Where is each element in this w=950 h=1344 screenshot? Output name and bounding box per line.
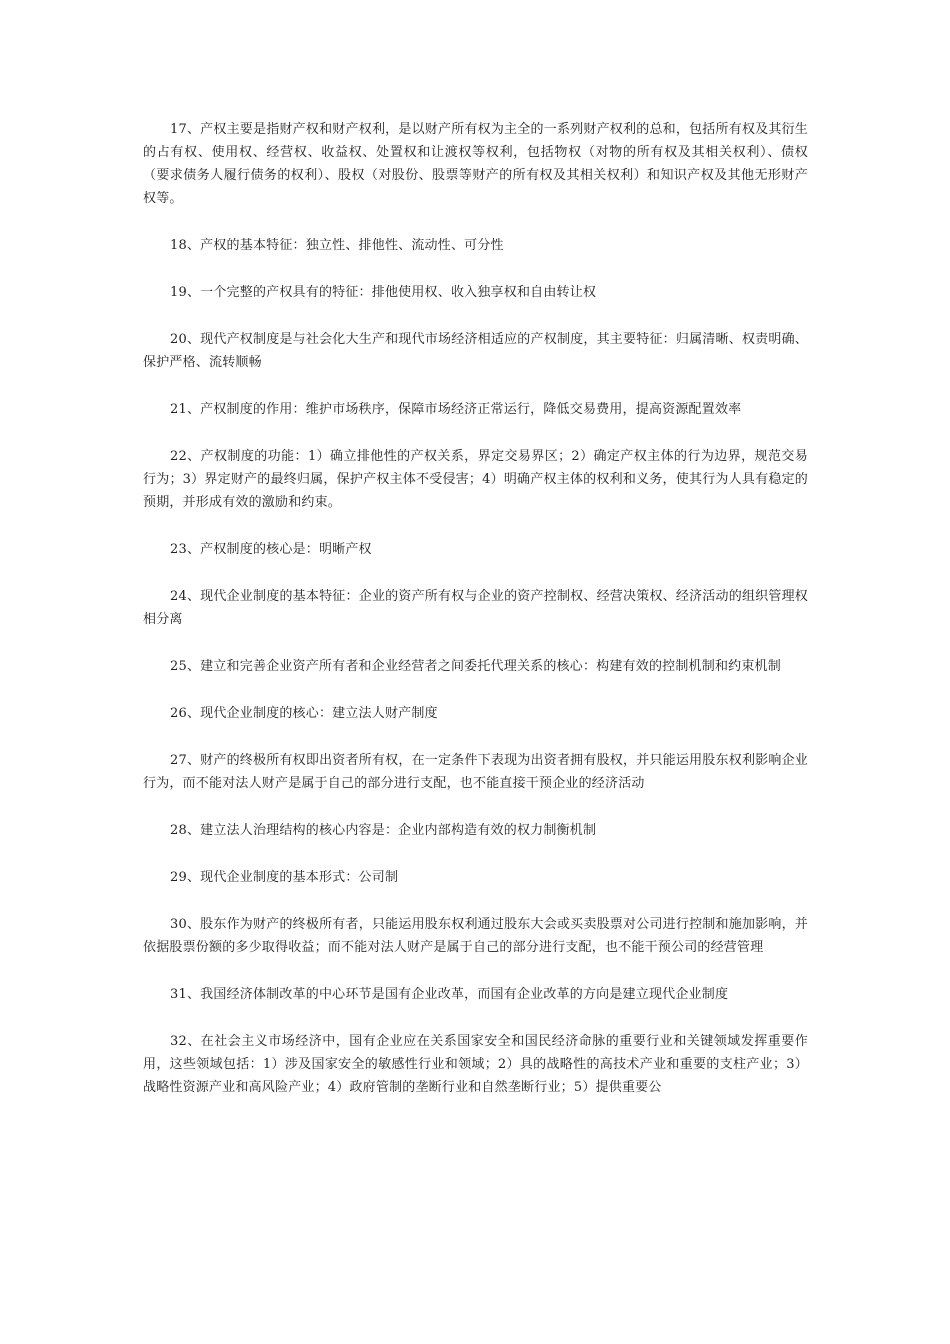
paragraph-22: 22、产权制度的功能：1）确立排他性的产权关系，界定交易界区；2）确定产权主体的行为边界，规范交易行为；3）界定财产的最终归属，保护产权主体不受侵害；4）明确产权主体的权利和义务，使其行为人具有稳定的预期，并形成有效的激励和约束。 <box>143 449 808 510</box>
paragraph-29: 29、现代企业制度的基本形式：公司制 <box>170 870 399 885</box>
paragraph-24: 24、现代企业制度的基本特征：企业的资产所有权与企业的资产控制权、经营决策权、经济活动的组织管理权相分离 <box>143 589 808 627</box>
paragraph-17: 17、产权主要是指财产权和财产权利，是以财产所有权为主全的一系列财产权利的总和，包括所有权及其衍生的占有权、使用权、经营权、收益权、处置权和让渡权等权利，包括物权（对物的所有权及其相关权利）、债权（要求债务人履行债务的权利）、股权（对股份、股票等财产的所有权及其相关权利）和知识产权及其他无形财产权等。 <box>143 122 808 206</box>
paragraph-21: 21、产权制度的作用：维护市场秩序，保障市场经济正常运行，降低交易费用，提高资源配置效率 <box>170 402 742 417</box>
paragraph-23: 23、产权制度的核心是：明晰产权 <box>170 542 372 557</box>
paragraph-27: 27、财产的终极所有权即出资者所有权，在一定条件下表现为出资者拥有股权，并只能运用股东权利影响企业行为，而不能对法人财产是属于自己的部分进行支配，也不能直接干预企业的经济活动 <box>143 753 808 791</box>
paragraph-25: 25、建立和完善企业资产所有者和企业经营者之间委托代理关系的核心：构建有效的控制机制和约束机制 <box>170 659 781 674</box>
document-body <box>143 118 808 1123</box>
paragraph-28: 28、建立法人治理结构的核心内容是：企业内部构造有效的权力制衡机制 <box>170 823 597 838</box>
paragraph-20: 20、现代产权制度是与社会化大生产和现代市场经济相适应的产权制度，其主要特征：归属清晰、权责明确、保护严格、流转顺畅 <box>143 332 808 370</box>
paragraph-19: 19、一个完整的产权具有的特征：排他使用权、收入独享权和自由转让权 <box>170 285 597 300</box>
paragraph-30: 30、股东作为财产的终极所有者，只能运用股东权利通过股东大会或买卖股票对公司进行控制和施加影响，并依据股票份额的多少取得收益；而不能对法人财产是属于自己的部分进行支配，也不能干预公司的经营管理 <box>143 917 808 955</box>
paragraph-32: 32、在社会主义市场经济中，国有企业应在关系国家安全和国民经济命脉的重要行业和关键领域发挥重要作用，这些领域包括：1）涉及国家安全的敏感性行业和领域；2）具的战略性的高技术产业和重要的支柱产业；3）战略性资源产业和高风险产业；4）政府管制的垄断行业和自然垄断行业；5）提供重要公 <box>143 1034 808 1095</box>
paragraph-26: 26、现代企业制度的核心：建立法人财产制度 <box>170 706 438 721</box>
paragraph-18: 18、产权的基本特征：独立性、排他性、流动性、可分性 <box>170 238 504 253</box>
paragraph-31: 31、我国经济体制改革的中心环节是国有企业改革，而国有企业改革的方向是建立现代企业制度 <box>170 987 729 1002</box>
